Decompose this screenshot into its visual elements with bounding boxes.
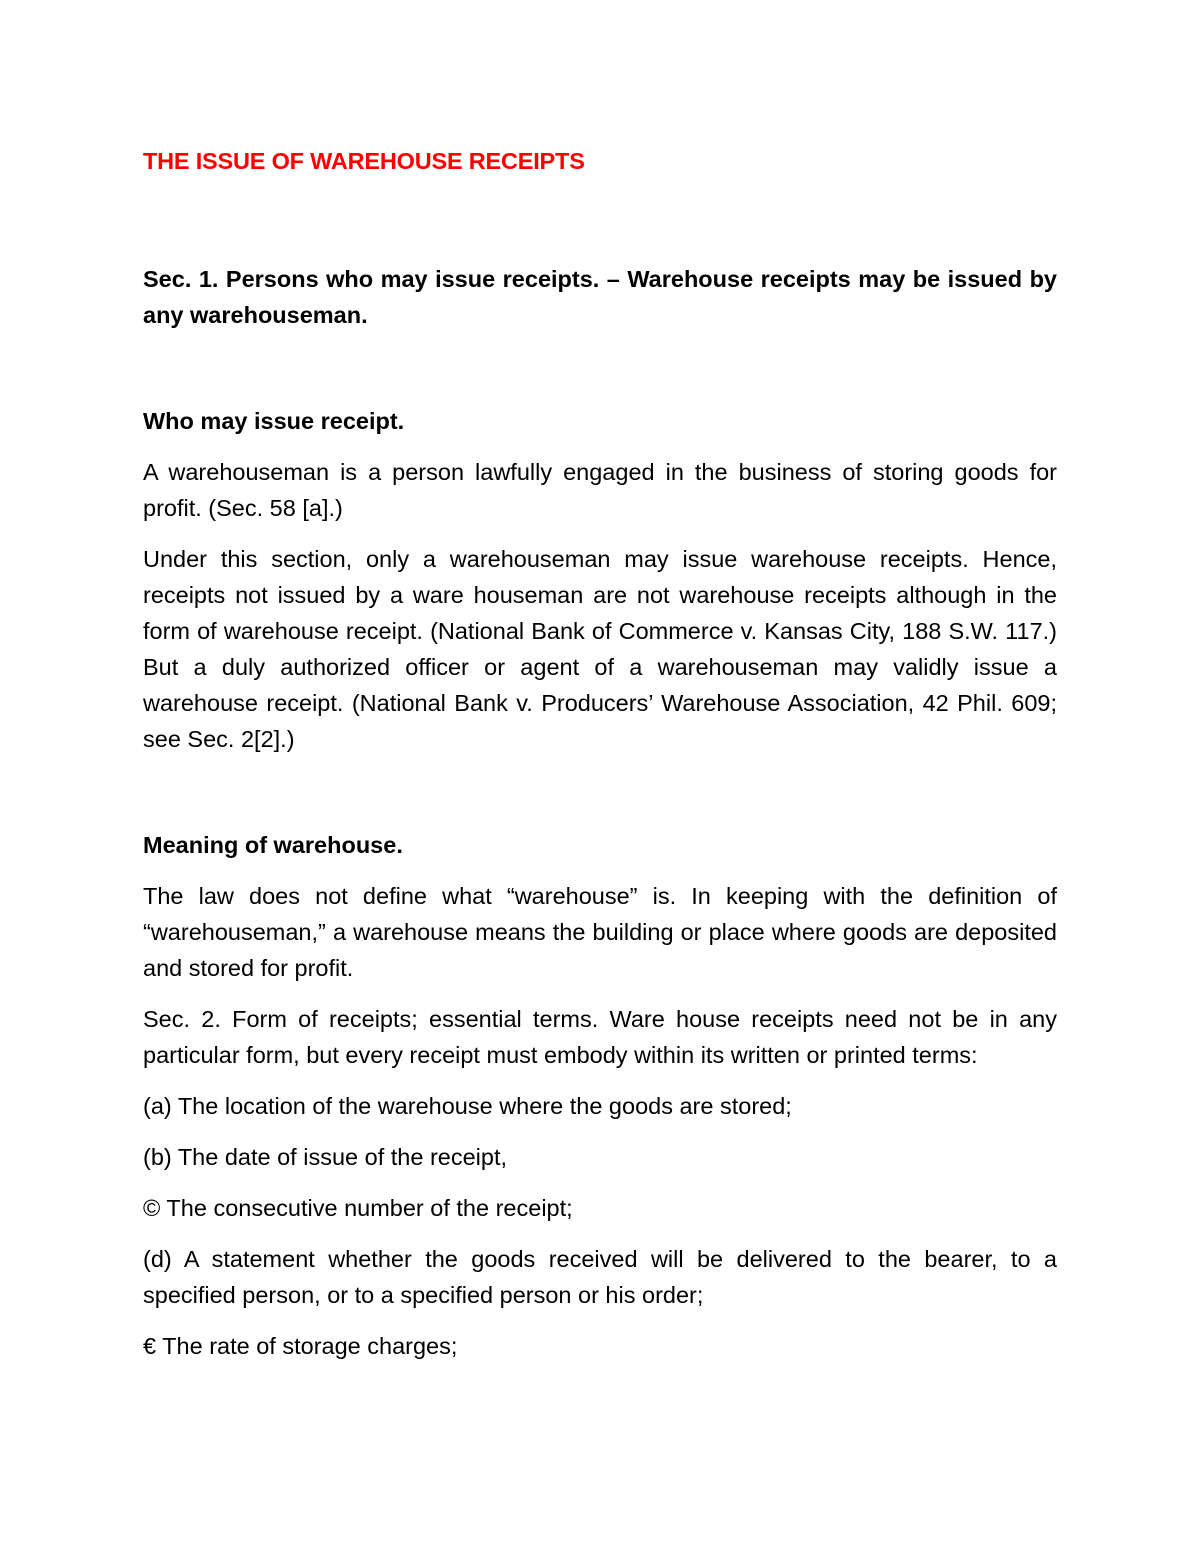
list-item: (a) The location of the warehouse where the goods are stored;	[143, 1093, 792, 1119]
document-body	[143, 143, 1057, 1364]
meaning-of-warehouse-heading: Meaning of warehouse.	[143, 832, 403, 858]
warehouseman-definition-paragraph: A warehouseman is a person lawfully engaged in the business of storing goods for profit. (Sec. 58 [a].)	[143, 459, 1057, 521]
document-title: THE ISSUE OF WAREHOUSE RECEIPTS	[143, 148, 585, 174]
list-item: (b) The date of issue of the receipt,	[143, 1144, 508, 1170]
list-item: © The consecutive number of the receipt;	[143, 1195, 573, 1221]
list-item: (d) A statement whether the goods received will be delivered to the bearer, to a specified person, or to a specified person or his order;	[143, 1246, 1057, 1308]
section-2-paragraph: Sec. 2. Form of receipts; essential terms. Ware house receipts need not be in any particular form, but every receipt must embody within its written or printed terms:	[143, 1006, 1057, 1068]
who-may-issue-heading: Who may issue receipt.	[143, 408, 405, 434]
who-may-issue-explanation-paragraph: Under this section, only a warehouseman may issue warehouse receipts. Hence, receipts not issued by a ware houseman are not warehouse receipts although in the form of warehouse receipt. (National Bank of Commerce v. Kansas City, 188 S.W. 117.) But a duly authorized officer or agent of a warehouseman may validly issue a warehouse receipt. (National Bank v. Producers’ Warehouse Association, 42 Phil. 609; see Sec. 2[2].)	[143, 546, 1057, 752]
section-1-paragraph: Sec. 1. Persons who may issue receipts. – Warehouse receipts may be issued by any warehouseman.	[143, 266, 1057, 328]
warehouse-definition-paragraph: The law does not define what “warehouse” is. In keeping with the definition of “warehouseman,” a warehouse means the building or place where goods are deposited and stored for profit.	[143, 883, 1057, 981]
list-item: € The rate of storage charges;	[143, 1333, 458, 1359]
